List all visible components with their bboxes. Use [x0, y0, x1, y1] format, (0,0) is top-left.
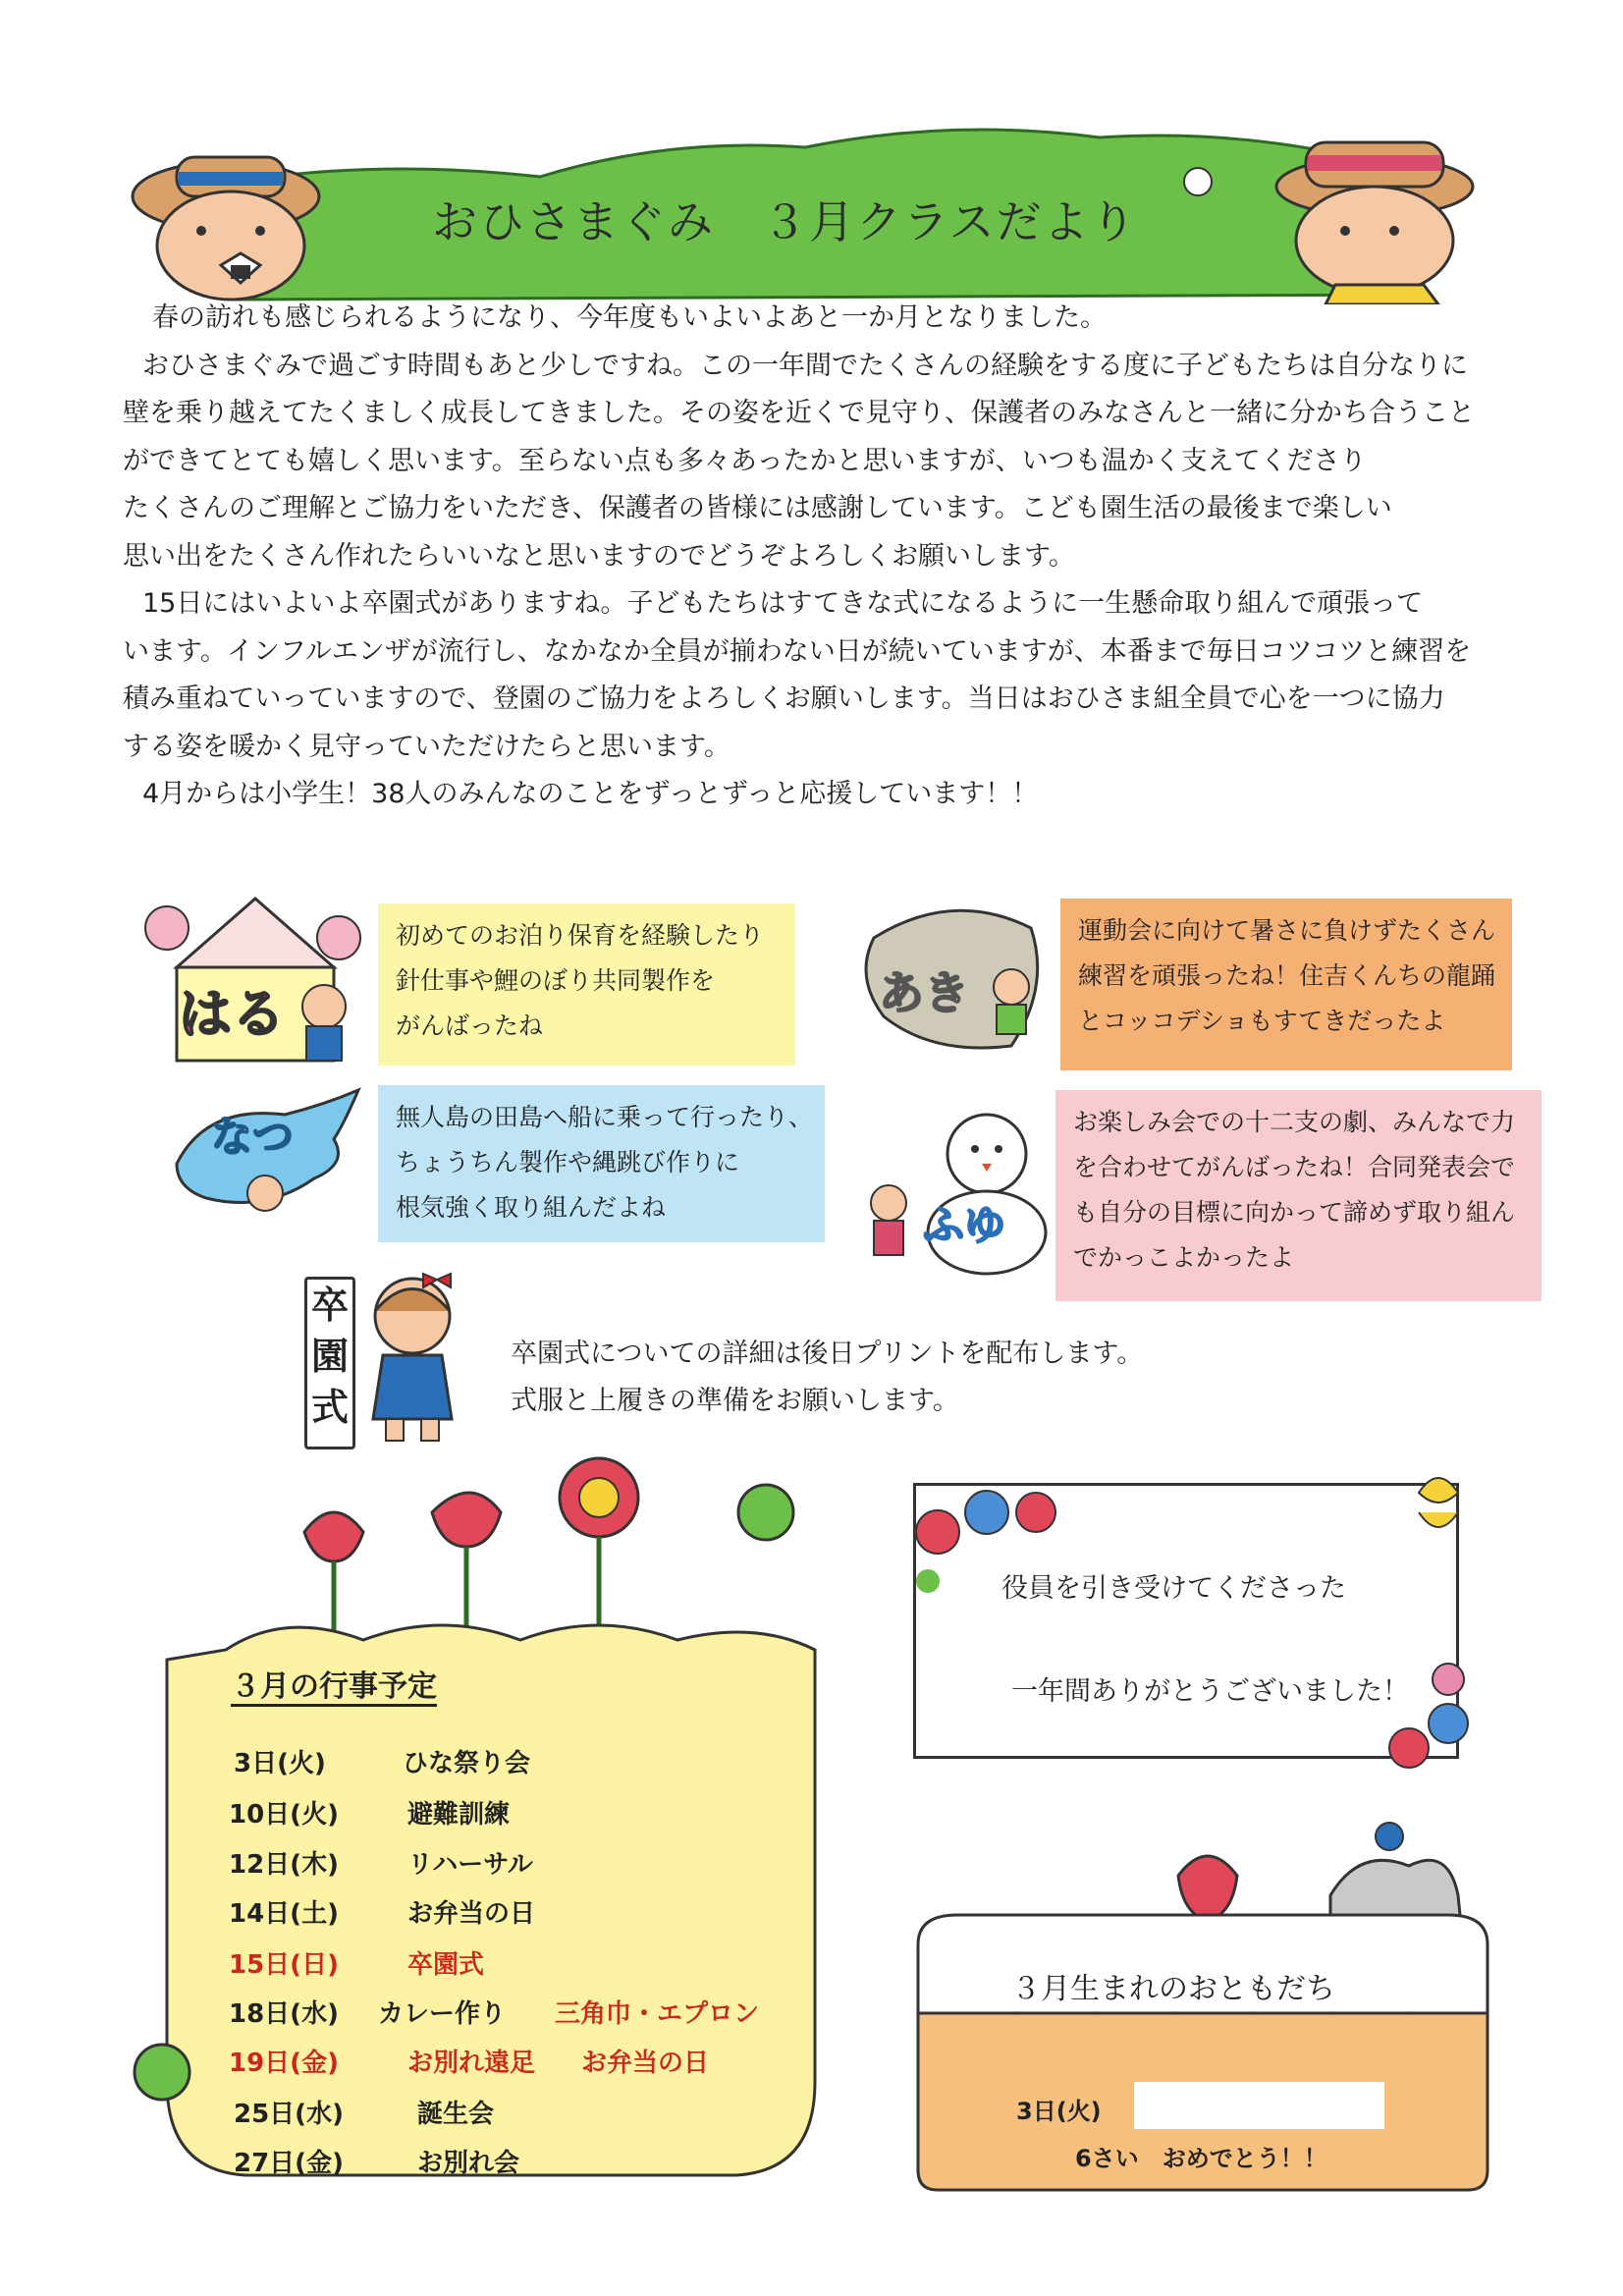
event-name: 誕生会 — [417, 2100, 495, 2129]
birthday-message: 6さい おめでとう！！ — [1075, 2145, 1327, 2172]
intro-line: 壁を乗り越えてたくましく成長してきました。その姿を近くで見守り、保護者のみなさんと一緒に分かち合うこと — [123, 398, 1475, 428]
graduation-sign — [304, 1277, 355, 1449]
event-name: ひな祭り会 — [403, 1749, 531, 1778]
schedule-title: ３月の行事予定 — [231, 1669, 437, 1704]
graduation-note — [511, 1331, 1143, 1425]
thanks-line-1: 役員を引き受けてくださった — [1001, 1573, 1346, 1604]
thanks-line-2: 一年間ありがとうございました！ — [1011, 1676, 1409, 1707]
event-date: 19日(金) — [229, 2049, 339, 2078]
event-name: リハーサル — [407, 1850, 533, 1880]
intro-line: 春の訪れも感じられるようになり、今年度もいよいよあと一か月となりました。 — [152, 302, 1107, 333]
page-title: おひさまぐみ ３月クラスだより — [432, 195, 1138, 248]
natsu-box — [378, 1085, 825, 1242]
intro-line: います。インフルエンザが流行し、なかなか全員が揃わない日が続いていますが、本番まで毎日コツコツと練習を — [123, 635, 1472, 667]
event-date: 3日(火) — [234, 1749, 326, 1778]
fuyu-line: も自分の目標に向かって諦めず取り組ん — [1073, 1198, 1516, 1227]
intro-line: 積み重ねていっていますので、登園のご協力をよろしくお願いします。当日はおひさま組全員で心を一つに協力 — [123, 683, 1445, 714]
intro-line: 15日にはいよいよ卒園式がありますね。子どもたちはすてきな式になるように一生懸命取り組んで頑張って — [142, 588, 1424, 619]
haru-line: がんばったね — [396, 1011, 544, 1040]
haru-label: はる — [179, 983, 285, 1045]
intro-line: する姿を暖かく見守っていただけたらと思います。 — [123, 731, 730, 762]
girl-graduate-icon — [358, 1272, 466, 1444]
natsu-label: なつ — [211, 1113, 295, 1161]
aki-box — [1060, 899, 1512, 1070]
natsu-line: ちょうちん製作や縄跳び作りに — [396, 1148, 740, 1176]
redacted-name — [1134, 2082, 1384, 2129]
aki-line: 練習を頑張ったね！住吉くんちの龍踊 — [1078, 961, 1496, 990]
graduation-note-line: 卒園式についての詳細は後日プリントを配布します。 — [511, 1339, 1144, 1369]
fuyu-label: ふゆ — [923, 1201, 1006, 1249]
intro-line: おひさまぐみで過ごす時間もあと少しですね。この一年間でたくさんの経験をする度に子どもたちは自分なりに — [142, 350, 1468, 381]
event-note: 三角巾・エプロン — [555, 1999, 760, 2029]
birthday-title: ３月生まれのおともだち — [1011, 1972, 1335, 2006]
intro-line: 思い出をたくさん作れたらいいなと思いますのでどうぞよろしくお願いします。 — [123, 540, 1075, 572]
event-name: 避難訓練 — [407, 1800, 511, 1830]
event-date: 27日(金) — [234, 2149, 344, 2178]
graduation-sign-char: 式 — [310, 1386, 349, 1429]
event-date: 18日(水) — [229, 1999, 339, 2029]
haru-box — [378, 903, 795, 1066]
fuyu-line: お楽しみ会での十二支の劇、みんなで力 — [1073, 1108, 1516, 1136]
fuyu-line: でかっこよかったよ — [1073, 1243, 1295, 1272]
event-date: 14日(土) — [229, 1899, 339, 1929]
event-date: 12日(木) — [229, 1850, 339, 1880]
boy-character-icon — [133, 157, 319, 300]
graduation-sign-char: 卒 — [310, 1284, 349, 1327]
event-name: カレー作り — [378, 1999, 507, 2029]
event-name: 卒園式 — [407, 1950, 485, 1980]
intro-line: たくさんのご理解とご協力をいただき、保護者の皆様には感謝しています。こども園生活の最後まで楽しい — [123, 493, 1392, 523]
event-note: お弁当の日 — [581, 2049, 710, 2078]
haru-line: 初めてのお泊り保育を経験したり — [396, 921, 765, 950]
natsu-line: 無人島の田島へ船に乗って行ったり、 — [396, 1103, 814, 1131]
aki-line: 運動会に向けて暑さに負けずたくさん — [1078, 916, 1496, 945]
natsu-line: 根気強く取り組んだよね — [396, 1193, 667, 1222]
graduation-sign-char: 園 — [310, 1335, 349, 1378]
event-name: お弁当の日 — [407, 1899, 536, 1929]
event-name: お別れ会 — [417, 2149, 520, 2178]
haru-line: 針仕事や鯉のぼり共同製作を — [396, 966, 716, 995]
event-name: お別れ遠足 — [407, 2049, 536, 2078]
intro-line: ができてとても嬉しく思います。至らない点も多々あったかと思いますが、いつも温かく支えてくださり — [123, 445, 1367, 476]
fuyu-line: を合わせてがんばったね！合同発表会で — [1073, 1153, 1516, 1181]
event-date: 25日(水) — [234, 2100, 344, 2129]
intro-line: 4月からは小学生！38人のみんなのことをずっとずっと応援しています！！ — [142, 779, 1039, 809]
graduation-note-line: 式服と上履きの準備をお願いします。 — [511, 1386, 959, 1416]
event-date: 10日(火) — [229, 1800, 339, 1830]
aki-label: あき — [879, 966, 969, 1019]
fuyu-box — [1055, 1090, 1542, 1301]
flower-garland-icon — [898, 1473, 1478, 1777]
intro-text — [123, 295, 1556, 819]
birthday-date: 3日(火) — [1016, 2098, 1102, 2125]
event-date: 15日(日) — [229, 1950, 339, 1980]
aki-line: とコッコデショもすてきだったよ — [1078, 1007, 1446, 1035]
